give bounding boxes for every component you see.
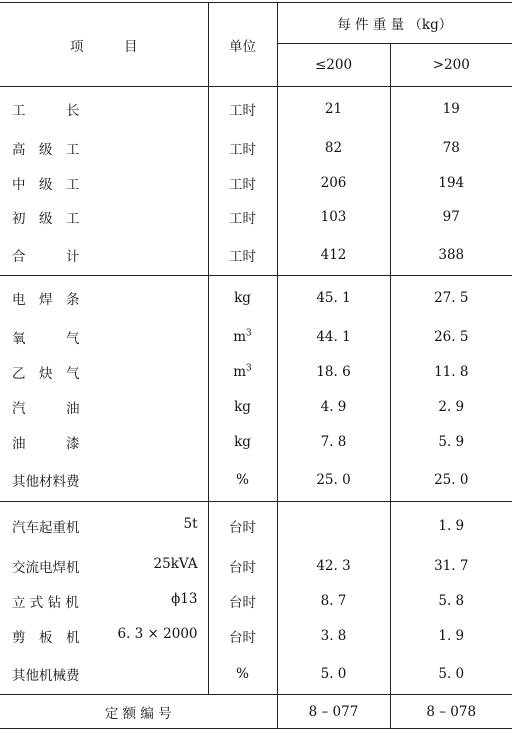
labor-gt: 194 xyxy=(390,166,512,201)
machines-unit-text: 台时 xyxy=(229,560,256,577)
materials-le: 7. 8 xyxy=(277,424,390,459)
materials-name-cell xyxy=(0,355,208,390)
labor-name-cell xyxy=(0,200,208,235)
machines-le: 3. 8 xyxy=(277,619,390,654)
materials-row xyxy=(0,389,512,424)
machines-spec: 6. 3 × 2000 xyxy=(117,626,198,643)
materials-gt: 25. 0 xyxy=(390,459,512,502)
labor-row xyxy=(0,131,512,166)
machines-le: 8. 7 xyxy=(277,584,390,619)
materials-row xyxy=(0,459,512,502)
machines-name: 汽车起重机 xyxy=(12,519,80,536)
labor-name: 初 级 工 xyxy=(12,211,80,228)
materials-le: 4. 9 xyxy=(277,389,390,424)
materials-le: 18. 6 xyxy=(277,355,390,390)
labor-name-cell xyxy=(0,87,208,132)
machines-le: 5. 0 xyxy=(277,654,390,695)
machines-unit xyxy=(208,619,277,654)
materials-name-cell xyxy=(0,389,208,424)
materials-row xyxy=(0,320,512,355)
header-weight-title: 每 件 重 量 （kg） xyxy=(277,3,512,44)
machines-unit-text: 台时 xyxy=(229,519,256,536)
labor-gt: 97 xyxy=(390,200,512,235)
machines-name-cell xyxy=(0,619,208,654)
machines-name: 交流电焊机 xyxy=(12,560,80,577)
materials-unit-sup: 3 xyxy=(246,328,252,339)
machines-name-cell xyxy=(0,502,208,549)
machines-name: 剪 板 机 xyxy=(12,630,80,647)
materials-name: 氧 气 xyxy=(12,331,80,348)
labor-name-cell xyxy=(0,131,208,166)
materials-unit-text: kg xyxy=(234,289,251,306)
machines-row xyxy=(0,619,512,654)
materials-name-cell xyxy=(0,459,208,502)
machines-section xyxy=(0,502,512,695)
labor-unit-text: 工时 xyxy=(229,176,256,193)
materials-gt: 26. 5 xyxy=(390,320,512,355)
machines-row xyxy=(0,502,512,549)
materials-row xyxy=(0,424,512,459)
machines-spec: ϕ13 xyxy=(171,591,198,608)
footer-row xyxy=(0,695,512,729)
materials-unit xyxy=(208,389,277,424)
labor-le: 103 xyxy=(277,200,390,235)
machines-le: 42. 3 xyxy=(277,549,390,584)
machines-name-cell xyxy=(0,584,208,619)
machines-unit-text: % xyxy=(236,666,249,683)
labor-name-cell xyxy=(0,235,208,276)
machines-unit-text: 台时 xyxy=(229,595,256,612)
materials-name: 油 漆 xyxy=(12,435,80,452)
labor-unit-text: 工时 xyxy=(229,142,256,159)
materials-row xyxy=(0,275,512,320)
machines-unit-text: 台时 xyxy=(229,630,256,647)
machines-gt: 1. 9 xyxy=(390,619,512,654)
labor-name-cell xyxy=(0,166,208,201)
labor-row xyxy=(0,235,512,276)
labor-gt: 78 xyxy=(390,131,512,166)
materials-le: 45. 1 xyxy=(277,275,390,320)
materials-unit-text: m xyxy=(233,363,247,380)
materials-gt: 5. 9 xyxy=(390,424,512,459)
labor-le: 412 xyxy=(277,235,390,276)
materials-unit-text: kg xyxy=(234,433,251,450)
materials-gt: 27. 5 xyxy=(390,275,512,320)
machines-unit xyxy=(208,584,277,619)
materials-gt: 11. 8 xyxy=(390,355,512,390)
header-col-le: ≤200 xyxy=(277,44,390,87)
materials-unit xyxy=(208,459,277,502)
labor-name: 中 级 工 xyxy=(12,176,80,193)
machines-row xyxy=(0,584,512,619)
materials-name-cell xyxy=(0,275,208,320)
labor-gt: 19 xyxy=(390,87,512,132)
materials-section xyxy=(0,275,512,502)
materials-le: 44. 1 xyxy=(277,320,390,355)
header-col-gt: >200 xyxy=(390,44,512,87)
machines-name-cell xyxy=(0,549,208,584)
materials-row xyxy=(0,355,512,390)
labor-name: 高 级 工 xyxy=(12,142,80,159)
materials-name-cell xyxy=(0,320,208,355)
machines-spec: 5t xyxy=(183,515,198,532)
machines-unit xyxy=(208,502,277,549)
header-item: 项 目 xyxy=(0,3,208,87)
machines-name: 其他机械费 xyxy=(12,668,80,685)
footer-gt: 8 – 078 xyxy=(390,695,512,729)
labor-unit xyxy=(208,200,277,235)
materials-unit-sup: 3 xyxy=(246,363,252,374)
labor-row xyxy=(0,166,512,201)
materials-unit xyxy=(208,275,277,320)
footer-label: 定 额 编 号 xyxy=(0,695,277,729)
labor-le: 21 xyxy=(277,87,390,132)
machines-gt: 5. 0 xyxy=(390,654,512,695)
materials-name-cell xyxy=(0,424,208,459)
materials-unit-text: % xyxy=(236,472,249,489)
header-unit: 单位 xyxy=(208,3,277,87)
machines-gt: 5. 8 xyxy=(390,584,512,619)
labor-unit-text: 工时 xyxy=(229,211,256,228)
labor-section xyxy=(0,87,512,276)
labor-row xyxy=(0,87,512,132)
machines-row xyxy=(0,654,512,695)
labor-unit xyxy=(208,166,277,201)
materials-name: 乙 炔 气 xyxy=(12,365,80,382)
labor-gt: 388 xyxy=(390,235,512,276)
machines-name-cell xyxy=(0,654,208,695)
labor-unit-text: 工时 xyxy=(229,248,256,265)
materials-name: 汽 油 xyxy=(12,400,80,417)
machines-le xyxy=(277,502,390,549)
materials-name: 电 焊 条 xyxy=(12,291,80,308)
machines-spec: 25kVA xyxy=(153,556,198,573)
labor-unit xyxy=(208,235,277,276)
machines-unit xyxy=(208,549,277,584)
labor-name: 合 计 xyxy=(12,248,80,265)
materials-unit-text: kg xyxy=(234,398,251,415)
materials-unit xyxy=(208,320,277,355)
materials-gt: 2. 9 xyxy=(390,389,512,424)
machines-unit xyxy=(208,654,277,695)
machines-name: 立 式 钻 机 xyxy=(12,595,79,612)
materials-unit-text: m xyxy=(233,329,247,346)
labor-le: 206 xyxy=(277,166,390,201)
labor-unit xyxy=(208,131,277,166)
materials-name: 其他材料费 xyxy=(12,474,80,491)
footer-le: 8 – 077 xyxy=(277,695,390,729)
labor-row xyxy=(0,200,512,235)
materials-le: 25. 0 xyxy=(277,459,390,502)
materials-unit xyxy=(208,424,277,459)
labor-unit-text: 工时 xyxy=(229,103,256,119)
machines-row xyxy=(0,549,512,584)
machines-gt: 1. 9 xyxy=(390,502,512,549)
labor-name: 工 长 xyxy=(12,103,80,119)
labor-unit xyxy=(208,87,277,132)
labor-le: 82 xyxy=(277,131,390,166)
quota-table xyxy=(0,2,512,729)
machines-gt: 31. 7 xyxy=(390,549,512,584)
materials-unit xyxy=(208,355,277,390)
